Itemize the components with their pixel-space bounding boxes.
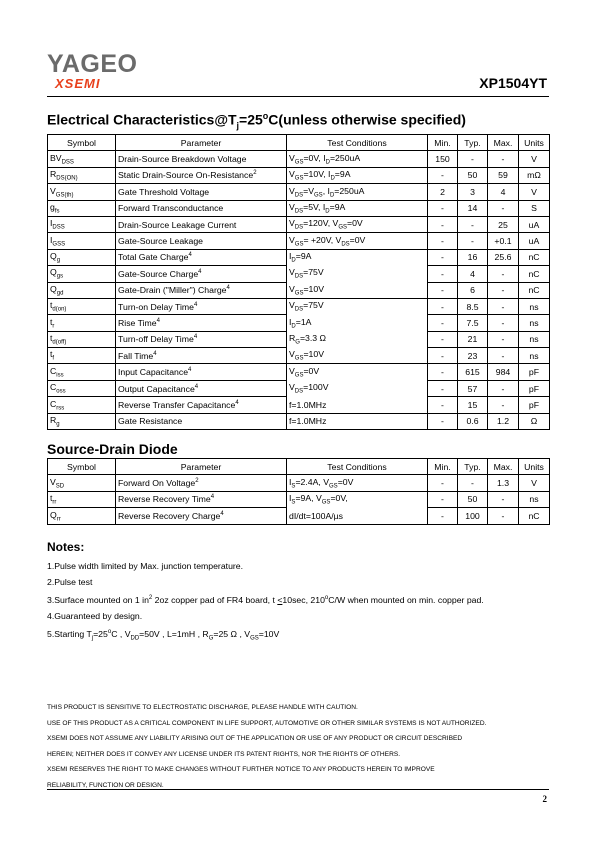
max-cell: - [488,266,519,282]
typ-cell: - [458,151,488,167]
parameter-cell: Gate-Drain ("Miller") Charge$^4$ [116,282,287,298]
logo-sub-text: XSEMI [55,76,101,91]
min-cell: - [428,413,458,429]
test-conditions-cell: $I_D=1A$ [287,315,428,331]
parameter-cell: Gate-Source Charge$^4$ [116,266,287,282]
parameter-cell: Turn-off Delay Time$^4$ [116,331,287,347]
max-cell: - [488,348,519,364]
column-header: Parameter [116,459,287,475]
typ-cell: 8.5 [458,298,488,314]
test-conditions-cell: $V_{GS}= +20V$, $V_{DS}=0V$ [287,233,428,249]
test-conditions-cell: $V_{DS}=100V$ [287,380,428,396]
note-3: 3.Surface mounted on 1 $in^2$ 2oz copper pad of FR4 board, t <10sec, 210$^o$C/W when mounted on min. copper pad. [47,594,484,605]
column-header: Min. [428,135,458,151]
test-conditions-cell: $V_{GS}=0V$, $I_D=250uA$ [287,151,428,167]
unit-cell: uA [519,216,550,232]
symbol-cell: $Q_{gs}$ [48,266,116,282]
min-cell: - [428,167,458,183]
table-row [48,364,550,380]
typ-cell: 57 [458,380,488,396]
footer-rule [47,789,549,790]
column-header: Max. [488,459,519,475]
unit-cell: ns [519,315,550,331]
table-row [48,397,550,413]
parameter-cell: Gate Threshold Voltage [116,184,287,200]
parameter-cell: Fall Time$^4$ [116,348,287,364]
min-cell: - [428,282,458,298]
parameter-cell: Drain-Source Leakage Current [116,216,287,232]
unit-cell: ns [519,348,550,364]
unit-cell: ns [519,331,550,347]
table-row [48,266,550,282]
test-conditions-cell: $V_{GS}=10V$ [287,282,428,298]
max-cell: 1.2 [488,413,519,429]
table-row [48,184,550,200]
typ-cell: 14 [458,200,488,216]
max-cell: 59 [488,167,519,183]
min-cell: - [428,315,458,331]
min-cell: - [428,266,458,282]
typ-cell: 4 [458,266,488,282]
max-cell: 25 [488,216,519,232]
column-header: Test Conditions [287,135,428,151]
table-row [48,475,550,491]
unit-cell: ns [519,298,550,314]
symbol-cell: $t_{rr}$ [48,491,116,507]
test-conditions-cell: $V_{DS}=120V$, $V_{GS}=0V$ [287,216,428,232]
min-cell: 2 [428,184,458,200]
typ-cell: - [458,233,488,249]
typ-cell: 6 [458,282,488,298]
column-header: Symbol [48,459,116,475]
column-header: Max. [488,135,519,151]
typ-cell: 15 [458,397,488,413]
source-drain-diode-table [47,458,550,525]
notes-title: Notes: [47,540,85,554]
column-header: Units [519,135,550,151]
typ-cell: 50 [458,491,488,507]
source-drain-diode-title: Source-Drain Diode [47,441,178,457]
symbol-cell: $I_{GSS}$ [48,233,116,249]
min-cell: - [428,200,458,216]
min-cell: - [428,491,458,507]
symbol-cell: $BV_{DSS}$ [48,151,116,167]
part-number: XP1504YT [479,75,547,91]
typ-cell: 7.5 [458,315,488,331]
electrical-characteristics-title: Electrical $Characteristics@T_j=25^oC(unless$ otherwise specified) [47,111,466,131]
note-5: 5.Starting $T_j=25^oC$ , $V_{DD}=50V$ , L=1mH , $R_G=25$ Ω , $V_{GS}=10V$ [47,628,280,642]
unit-cell: pF [519,380,550,396]
max-cell: - [488,151,519,167]
typ-cell: 50 [458,167,488,183]
table-row [48,233,550,249]
unit-cell: nC [519,508,550,524]
max-cell: - [488,315,519,331]
unit-cell: nC [519,282,550,298]
header-rule [47,96,549,97]
min-cell: - [428,298,458,314]
symbol-cell: $R_{DS(ON)}$ [48,167,116,183]
max-cell: - [488,298,519,314]
max-cell: 1.3 [488,475,519,491]
max-cell: 25.6 [488,249,519,265]
unit-cell: Ω [519,413,550,429]
symbol-cell: $Q_{rr}$ [48,508,116,524]
unit-cell: S [519,200,550,216]
disclaimer-line: XSEMI DOES NOT ASSUME ANY LIABILITY ARISING OUT OF THE APPLICATION OR USE OF ANY PRODUCT OR CIRCUIT DESCRIBED [47,735,463,742]
unit-cell: ns [519,491,550,507]
table-row [48,380,550,396]
min-cell: - [428,216,458,232]
max-cell: - [488,331,519,347]
parameter-cell: Rise Time$^4$ [116,315,287,331]
table-row [48,348,550,364]
min-cell: - [428,364,458,380]
max-cell: - [488,282,519,298]
min-cell: - [428,249,458,265]
symbol-cell: $t_r$ [48,315,116,331]
max-cell: 984 [488,364,519,380]
test-conditions-cell: $V_{DS}=5V$, $I_D=9A$ [287,200,428,216]
note-4: 4.Guaranteed by design. [47,610,143,621]
table-row [48,315,550,331]
page-number: 2 [542,794,547,804]
note-1: 1.Pulse width limited by Max. junction temperature. [47,561,244,571]
table-row [48,298,550,314]
parameter-cell: Static Drain-Source On-Resistance$^2$ [116,167,287,183]
max-cell: - [488,397,519,413]
disclaimer-line: RELIABILITY, FUNCTION OR DESIGN. [47,781,164,789]
min-cell: - [428,508,458,524]
min-cell: - [428,331,458,347]
symbol-cell: $g_{fs}$ [48,200,116,216]
parameter-cell: Reverse Recovery Time$^4$ [116,491,287,507]
disclaimer-line: XSEMI RESERVES THE RIGHT TO MAKE CHANGES WITHOUT FURTHER NOTICE TO ANY PRODUCTS HEREIN TO IMPROVE [47,766,435,773]
table-row [48,413,550,429]
parameter-cell: Turn-on Delay Time$^4$ [116,298,287,314]
column-header: Typ. [458,135,488,151]
typ-cell: 16 [458,249,488,265]
yageo-xsemi-logo [47,52,157,94]
typ-cell: 23 [458,348,488,364]
parameter-cell: Total Gate Charge$^4$ [116,249,287,265]
table-row [48,491,550,507]
max-cell: - [488,508,519,524]
table-header-row [48,459,550,475]
unit-cell: mΩ [519,167,550,183]
parameter-cell: Input Capacitance$^4$ [116,364,287,380]
test-conditions-cell: $I_D=9A$ [287,249,428,265]
note-2: 2.Pulse test [47,577,93,587]
column-header: Test Conditions [287,459,428,475]
test-conditions-cell: $V_{DS}=V_{GS}$, $I_D=250uA$ [287,184,428,200]
column-header: Parameter [116,135,287,151]
parameter-cell: Forward Transconductance [116,200,287,216]
max-cell: - [488,380,519,396]
test-conditions-cell: $V_{GS}=10V$, $I_D=9A$ [287,167,428,183]
column-header: Symbol [48,135,116,151]
symbol-cell: $V_{GS(th)}$ [48,184,116,200]
test-conditions-cell: dI/dt=100A/µs [287,508,428,524]
max-cell: +0.1 [488,233,519,249]
unit-cell: V [519,475,550,491]
table-row [48,216,550,232]
symbol-cell: $t_{d(on)}$ [48,298,116,314]
typ-cell: 3 [458,184,488,200]
test-conditions-cell: f=1.0MHz [287,397,428,413]
table-row [48,167,550,183]
unit-cell: pF [519,397,550,413]
symbol-cell: $t_{d(off)}$ [48,331,116,347]
unit-cell: pF [519,364,550,380]
notes-list [47,558,484,647]
disclaimer [47,700,486,793]
table-row [48,249,550,265]
symbol-cell: $C_{oss}$ [48,380,116,396]
parameter-cell: Drain-Source Breakdown Voltage [116,151,287,167]
parameter-cell: Gate Resistance [116,413,287,429]
disclaimer-line: USE OF THIS PRODUCT AS A CRITICAL COMPONENT IN LIFE SUPPORT, AUTOMOTIVE OR OTHER SIMILAR SYSTEMS IS NOT AUTHORIZED. [47,719,487,727]
typ-cell: - [458,475,488,491]
test-conditions-cell: $I_S=2.4A$, $V_{GS}=0V$ [287,475,428,491]
min-cell: - [428,475,458,491]
unit-cell: V [519,184,550,200]
parameter-cell: Output Capacitance$^4$ [116,380,287,396]
typ-cell: 0.6 [458,413,488,429]
logo-main-text: YAGEO [47,50,138,78]
table-row [48,331,550,347]
table-row [48,282,550,298]
symbol-cell: $C_{iss}$ [48,364,116,380]
typ-cell: 615 [458,364,488,380]
test-conditions-cell: $I_S=9A$, $V_{GS}=0V$, [287,491,428,507]
typ-cell: - [458,216,488,232]
test-conditions-cell: $R_G=3.3$ Ω [287,331,428,347]
parameter-cell: Gate-Source Leakage [116,233,287,249]
symbol-cell: $C_{rss}$ [48,397,116,413]
column-header: Typ. [458,459,488,475]
min-cell: - [428,233,458,249]
max-cell: - [488,491,519,507]
table-header-row [48,135,550,151]
table-row [48,200,550,216]
symbol-cell: $V_{SD}$ [48,475,116,491]
min-cell: - [428,397,458,413]
symbol-cell: $I_{DSS}$ [48,216,116,232]
test-conditions-cell: f=1.0MHz [287,413,428,429]
symbol-cell: $R_g$ [48,413,116,429]
electrical-characteristics-table [47,134,550,430]
parameter-cell: Reverse Transfer Capacitance$^4$ [116,397,287,413]
parameter-cell: Reverse Recovery Charge$^4$ [116,508,287,524]
min-cell: - [428,348,458,364]
test-conditions-cell: $V_{DS}=75V$ [287,266,428,282]
unit-cell: V [519,151,550,167]
min-cell: - [428,380,458,396]
disclaimer-line: HEREIN; NEITHER DOES IT CONVEY ANY LICENSE UNDER ITS PATENT RIGHTS, NOR THE RIGHTS OF OTHERS. [47,750,401,758]
column-header: Units [519,459,550,475]
max-cell: 4 [488,184,519,200]
unit-cell: uA [519,233,550,249]
parameter-cell: Forward On Voltage$^2$ [116,475,287,491]
min-cell: 150 [428,151,458,167]
test-conditions-cell: $V_{DS}=75V$ [287,298,428,314]
table-row [48,151,550,167]
column-header: Min. [428,459,458,475]
typ-cell: 100 [458,508,488,524]
typ-cell: 21 [458,331,488,347]
symbol-cell: $t_f$ [48,348,116,364]
disclaimer-line: THIS PRODUCT IS SENSITIVE TO ELECTROSTATIC DISCHARGE, PLEASE HANDLE WITH CAUTION. [47,704,358,711]
unit-cell: nC [519,249,550,265]
test-conditions-cell: $V_{GS}=0V$ [287,364,428,380]
test-conditions-cell: $V_{GS}=10V$ [287,348,428,364]
symbol-cell: $Q_{gd}$ [48,282,116,298]
max-cell: - [488,200,519,216]
unit-cell: nC [519,266,550,282]
symbol-cell: $Q_g$ [48,249,116,265]
table-row [48,508,550,524]
